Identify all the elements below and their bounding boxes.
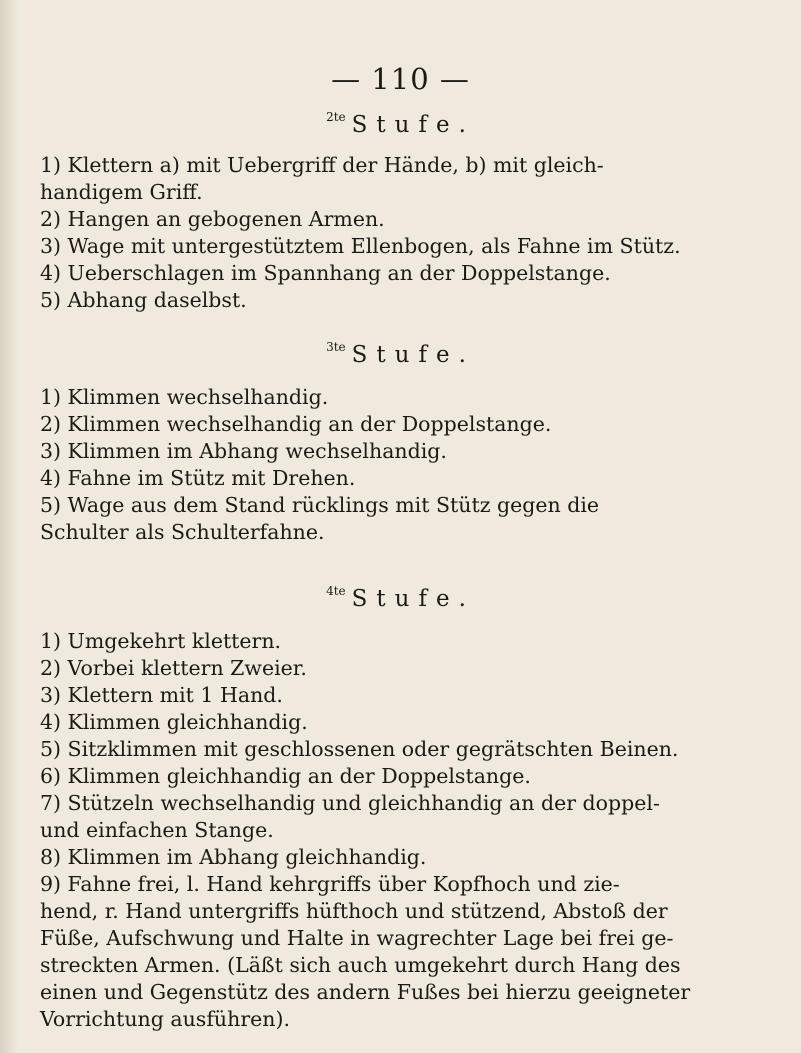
list-item: 3) Wage mit untergestütztem Ellenbogen, als Fahne im Stütz. [40,234,681,258]
section-title: Stufe. [351,586,475,612]
list-item: und einfachen Stange. [40,818,274,842]
page-edge-shadow [0,0,18,1053]
list-item: 7) Stützeln wechselhandig und gleichhandig an der doppel- [40,791,660,815]
section-ordinal: 3te [326,340,346,355]
section-ordinal: 4te [326,584,346,599]
list-item: 1) Klettern a) mit Uebergriff der Hände, b) mit gleich- [40,153,604,177]
list-item: hend, r. Hand untergriffs hüfthoch und stützend, Abstoß der [40,899,668,923]
section-title: Stufe. [351,112,475,138]
list-item: 1) Klimmen wechselhandig. [40,385,329,409]
list-item: 2) Klimmen wechselhandig an der Doppelstange. [40,412,552,436]
list-item: 5) Abhang daselbst. [40,288,247,312]
list-item: Füße, Aufschwung und Halte in wagrechter Lage bei frei ge- [40,926,674,950]
list-item: 9) Fahne frei, l. Hand kehrgriffs über Kopfhoch und zie- [40,872,620,896]
section-ordinal: 2te [326,110,346,125]
list-item: Vorrichtung ausführen). [40,1007,290,1031]
list-item: 8) Klimmen im Abhang gleichhandig. [40,845,427,869]
list-item: einen und Gegenstütz des andern Fußes bei hierzu geeigneter [40,980,691,1004]
list-item: 1) Umgekehrt klettern. [40,629,282,653]
list-item: handigem Griff. [40,180,203,204]
list-item: 3) Klimmen im Abhang wechselhandig. [40,439,447,463]
list-item: Schulter als Schulterfahne. [40,520,325,544]
list-item: streckten Armen. (Läßt sich auch umgekehrt durch Hang des [40,953,681,977]
section-heading-2 [0,112,801,138]
list-item: 2) Vorbei klettern Zweier. [40,656,307,680]
list-item: 5) Sitzklimmen mit geschlossenen oder gegrätschten Beinen. [40,737,679,761]
list-item: 6) Klimmen gleichhandig an der Doppelstange. [40,764,531,788]
section-heading-4 [0,586,801,612]
page-number: — 110 — [331,62,470,96]
section-title: Stufe. [351,342,475,368]
list-item: 2) Hangen an gebogenen Armen. [40,207,385,231]
list-item: 5) Wage aus dem Stand rücklings mit Stütz gegen die [40,493,600,517]
list-item: 3) Klettern mit 1 Hand. [40,683,283,707]
section-heading-3 [0,342,801,368]
list-item: 4) Fahne im Stütz mit Drehen. [40,466,356,490]
list-item: 4) Ueberschlagen im Spannhang an der Doppelstange. [40,261,611,285]
list-item: 4) Klimmen gleichhandig. [40,710,308,734]
